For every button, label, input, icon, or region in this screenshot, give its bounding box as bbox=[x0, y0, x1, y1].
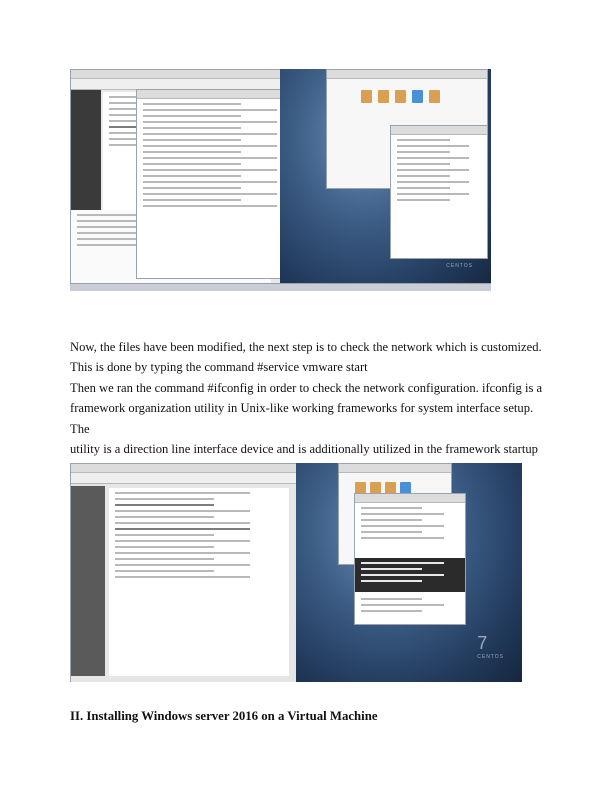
section-heading: II. Installing Windows server 2016 on a Virtual Machine bbox=[70, 709, 378, 723]
folder-icons bbox=[361, 90, 440, 103]
body-line: utility is a direction line interface device and is additionally utilized in the framework startup bbox=[70, 442, 538, 457]
dark-left-pane bbox=[71, 486, 105, 676]
body-line: This is done by typing the command #service vmware start bbox=[70, 360, 368, 375]
body-line: framework organization utility in Unix-like working frameworks for system interface setup. The bbox=[70, 401, 534, 436]
centos-logo: 7 CENTOS bbox=[446, 242, 473, 269]
screenshot-ifconfig bbox=[70, 463, 522, 682]
body-line: Then we ran the command #ifconfig in order to check the network configuration. ifconfig is a bbox=[70, 380, 543, 395]
body-paragraph bbox=[70, 337, 546, 480]
terminal-highlight bbox=[355, 558, 465, 592]
dark-sidebar bbox=[71, 90, 101, 210]
screenshot-service-vmware bbox=[70, 69, 491, 291]
terminal-window bbox=[354, 493, 466, 625]
taskbar bbox=[70, 283, 491, 291]
body-line: Now, the files have been modified, the next step is to check the network which is customized. bbox=[70, 340, 542, 354]
browser-window bbox=[70, 463, 298, 682]
centos-desktop bbox=[296, 463, 522, 682]
centos-logo: 7 CENTOS bbox=[477, 633, 504, 660]
gedit-window bbox=[390, 125, 488, 259]
centos-desktop bbox=[280, 69, 491, 291]
